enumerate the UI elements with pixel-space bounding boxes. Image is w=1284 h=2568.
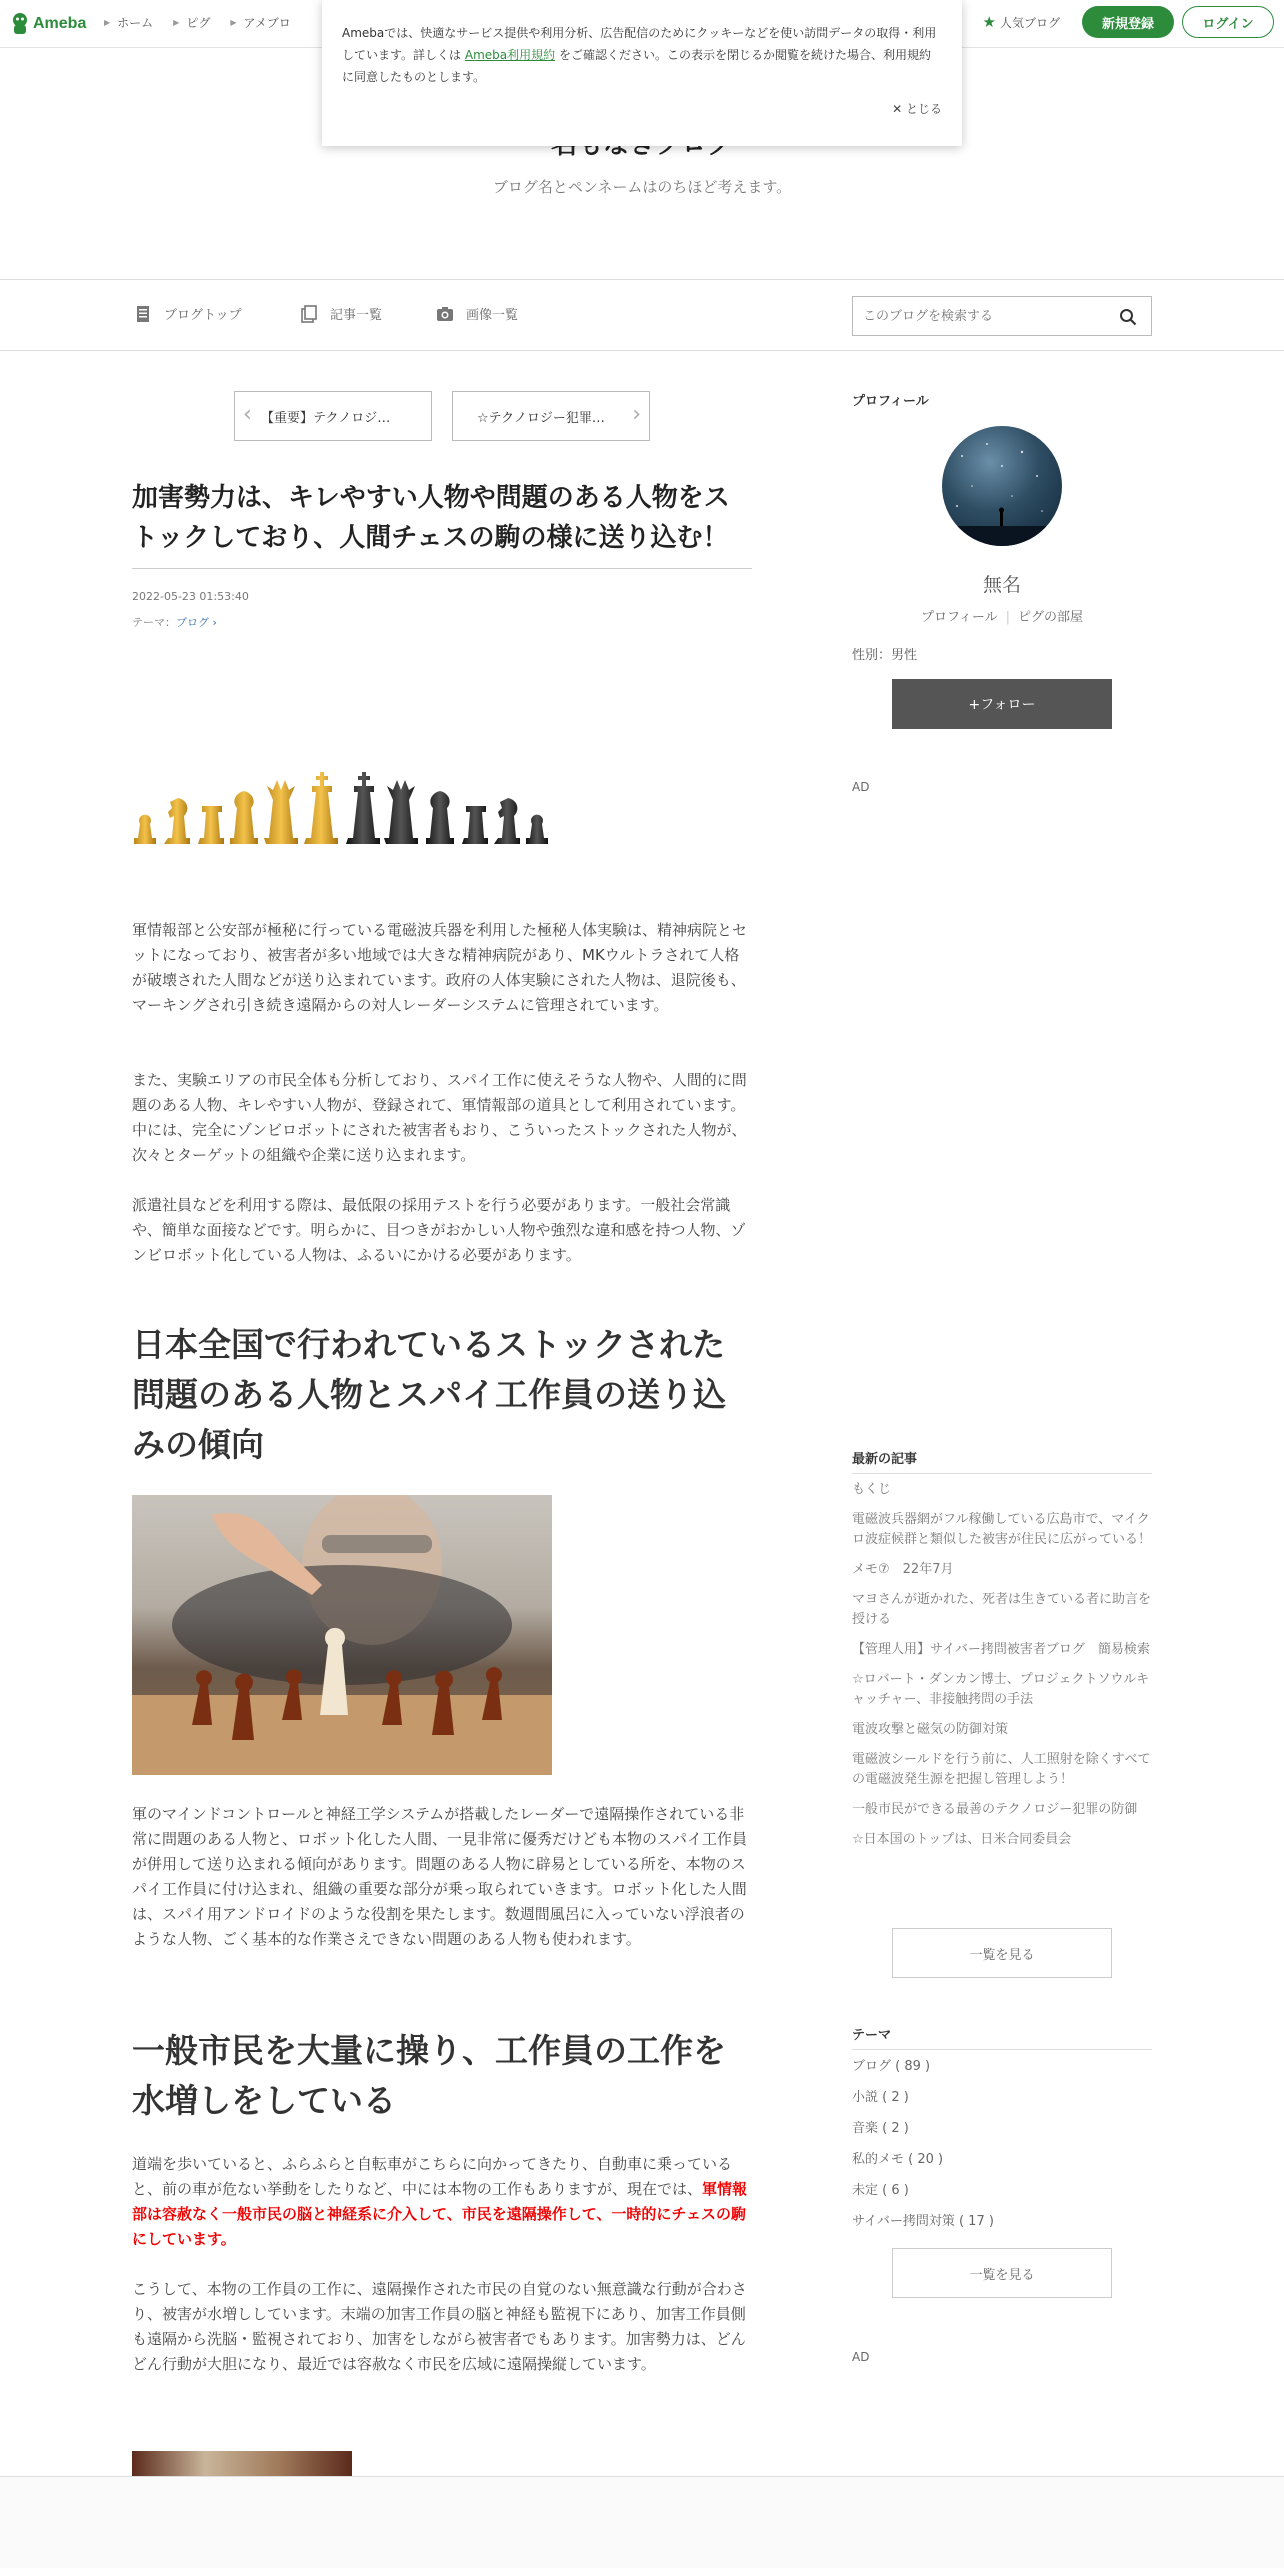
ad-label-1: AD — [852, 780, 870, 794]
recent-article-item[interactable]: マヨさんが逝かれた、死者は生きている者に助言を授ける — [852, 1592, 1152, 1627]
login-button[interactable]: ログイン — [1182, 6, 1274, 38]
theme-item[interactable]: 私的メモ ( 20 ) — [852, 2152, 944, 2167]
blog-search-input[interactable] — [863, 309, 1113, 324]
theme-link-label: ブログ — [176, 616, 209, 629]
title-divider — [132, 568, 752, 569]
recent-article-item[interactable]: メモ⑦ 22年7月 — [852, 1562, 954, 1577]
chess-player-illustration — [132, 1495, 552, 1775]
next-article-label: ☆テクノロジー犯罪… — [477, 410, 605, 426]
chess-pieces-image — [132, 736, 552, 846]
register-button[interactable]: 新規登録 — [1082, 6, 1174, 38]
article-paragraph-1: 軍情報部と公安部が極秘に行っている電磁波兵器を利用した極秘人体実験は、精神病院とセットになっており、被害者が多い地域では大きな精神病院があり、MKウルトラされて人格が破壊された人間などが送り込まれています。政府の人体実験にされた人物は、退院後も、マーキングされ引き続き遠隔からの対人レーダーシステムに管理されています。 — [132, 921, 748, 1014]
section-heading-2: 一般市民を大量に操り、工作員の工作を水増しをしている — [132, 2031, 726, 2120]
prev-article-label: 【重要】テクノロジ… — [261, 410, 391, 426]
next-article-link[interactable] — [452, 391, 650, 441]
recent-more-button[interactable]: 一覧を見る — [892, 1928, 1112, 1978]
blog-top-link[interactable] — [134, 304, 242, 323]
article-list-label: 記事一覧 — [330, 308, 383, 323]
nav-pig-link[interactable] — [173, 14, 210, 31]
ameba-logo[interactable] — [10, 12, 86, 36]
theme-heading: テーマ — [852, 2024, 1152, 2050]
link-separator: | — [1005, 610, 1011, 625]
section-heading-1: 日本全国で行われているストックされた問題のある人物とスパイ工作員の送り込みの傾向 — [132, 1325, 726, 1464]
blog-top-label: ブログトップ — [164, 308, 242, 323]
profile-heading: プロフィール — [852, 394, 929, 409]
prev-article-link[interactable] — [234, 391, 432, 441]
theme-more-button[interactable]: 一覧を見る — [892, 2248, 1112, 2298]
blog-search-box — [852, 296, 1152, 336]
recent-article-item[interactable]: 【管理人用】サイバー拷問被害者ブログ 簡易検索 — [852, 1642, 1150, 1657]
theme-item[interactable]: サイバー拷問対策 ( 17 ) — [852, 2214, 994, 2229]
theme-prefix: テーマ： — [132, 616, 176, 629]
theme-link[interactable]: ブログ › — [176, 616, 217, 629]
popular-blogs-link[interactable] — [983, 13, 1060, 31]
theme-item[interactable]: 音楽 ( 2 ) — [852, 2121, 909, 2136]
recent-articles-list — [852, 1480, 1152, 1860]
recent-articles-heading: 最新の記事 — [852, 1448, 1152, 1474]
article-theme — [132, 614, 217, 630]
recent-article-item[interactable]: ☆日本国のトップは、日米合同委員会 — [852, 1832, 1072, 1847]
profile-links — [852, 606, 1152, 625]
footer — [0, 2477, 1284, 2568]
recent-article-item[interactable]: 電波攻撃と磁気の防御対策 — [852, 1722, 1009, 1737]
recent-article-item[interactable]: 電磁波シールドを行う前に、人工照射を除くすべての電磁波発生源を把握し管理しよう！ — [852, 1752, 1151, 1787]
ameba-mascot-icon — [10, 12, 30, 36]
recent-article-item[interactable]: 一般市民ができる最善のテクノロジー犯罪の防御 — [852, 1802, 1138, 1817]
cookie-close-button[interactable]: ✕ とじる — [892, 102, 942, 116]
article-title[interactable]: 加害勢力は、キレやすい人物や問題のある人物をストックしており、人間チェスの駒の様に送り込む！ — [132, 483, 730, 553]
avatar[interactable] — [942, 426, 1062, 546]
theme-list — [852, 2055, 1152, 2241]
cookie-text — [342, 22, 942, 88]
header-actions — [983, 6, 1274, 38]
follow-button[interactable]: +フォロー — [892, 679, 1112, 729]
article-paragraph-3: 派遣社員などを利用する際は、最低限の採用テストを行う必要があります。一般社会常識や、簡単な面接などです。明らかに、目つきがおかしい人物や強烈な違和感を持つ人物、ゾンビロボット化している人物は、ふるいにかける必要があります。 — [132, 1196, 746, 1264]
copy-icon — [300, 305, 318, 323]
paragraph-5-highlight: 軍情報部は容赦なく一般市民の脳と神経系に介入して、市民を遠隔操作して、一時的にチェスの駒にしています。 — [132, 2180, 748, 2248]
theme-item[interactable]: ブログ ( 89 ) — [852, 2059, 931, 2074]
blog-subtitle: ブログ名とペンネームはのちほど考えます。 — [492, 178, 792, 196]
pig-room-link[interactable]: ピグの部屋 — [1018, 610, 1084, 625]
nav-home-label: ホーム — [117, 16, 154, 30]
arrow-right-icon: ▶ — [104, 18, 111, 27]
article-paragraph-2: また、実験エリアの市民全体も分析しており、スパイ工作に使えそうな人物や、人間的に問題のある人物、キレやすい人物が、登録されて、軍情報部の道具として利用されています。中には、完全にゾンビロボットにされた被害者もおり、こういったストックされた人物が、次々とターゲットの組織や企業に送り込まれます。 — [132, 1071, 747, 1164]
cookie-text-before: Amebaでは、快適なサービス提供や利用分析、広告配信のためにクッキーなどを使い訪問データの取得・利用しています。詳しくは — [342, 26, 937, 62]
article-date: 2022-05-23 01:53:40 — [132, 590, 249, 603]
article-paragraph-5 — [132, 2152, 752, 2252]
star-icon: ★ — [982, 13, 996, 31]
popular-blogs-label: 人気ブログ — [999, 15, 1060, 30]
image-list-link[interactable] — [436, 304, 518, 323]
nav-ameblo-label: アメブロ — [243, 16, 291, 30]
article-list-link[interactable] — [300, 304, 382, 323]
logo-text: Ameba — [33, 15, 87, 32]
camera-icon — [436, 305, 454, 323]
theme-item[interactable]: 未定 ( 6 ) — [852, 2183, 909, 2198]
search-icon[interactable] — [1119, 308, 1137, 326]
global-nav — [104, 14, 311, 31]
theme-item[interactable]: 小説 ( 2 ) — [852, 2090, 909, 2105]
recent-article-item[interactable]: 電磁波兵器網がフル稼働している広島市で、マイクロ波症候群と類似した被害が住民に広がっている！ — [852, 1512, 1152, 1547]
article-paragraph-6: こうして、本物の工作員の工作に、遠隔操作された市民の自覚のない無意識な行動が合わさり、被害が水増ししています。末端の加害工作員の脳と神経も監視下にあり、加害工作員側も遠隔から洗脳・監視されており、加害をしながら被害者でもあります。加害勢力は、どんどん行動が大胆になり、最近では容赦なく市民を広域に遠隔操縦しています。 — [132, 2280, 747, 2373]
chevron-right-icon: › — [632, 402, 641, 427]
starry-sky-image — [942, 426, 1062, 546]
profile-name: 無名 — [982, 574, 1021, 596]
paragraph-5-text: 道端を歩いていると、ふらふらと自転車がこちらに向かってきたり、自動車に乗っていると、前の車が危ない挙動をしたりなど、中には本物の工作もありますが、現在では、 — [132, 2155, 733, 2198]
arrow-right-icon: ▶ — [230, 18, 237, 27]
recent-article-item[interactable]: ☆ロバート・ダンカン博士、プロジェクトソウルキャッチャー、非接触拷問の手法 — [852, 1672, 1150, 1707]
cookie-consent-popup — [322, 0, 962, 146]
recent-article-item[interactable]: もくじ — [852, 1482, 892, 1497]
nav-home-link[interactable] — [104, 14, 153, 31]
chevron-left-icon: ‹ — [243, 402, 252, 427]
profile-gender: 性別：男性 — [852, 648, 918, 663]
profile-link[interactable]: プロフィール — [920, 610, 998, 625]
ad-label-2: AD — [852, 2350, 870, 2364]
arrow-right-icon: ▶ — [173, 18, 180, 27]
chess-player-photo — [132, 1495, 552, 1775]
nav-ameblo-link[interactable] — [230, 14, 290, 31]
document-icon — [134, 305, 152, 323]
terms-link[interactable]: Ameba利用規約 — [464, 48, 556, 62]
nav-pig-label: ピグ — [186, 16, 211, 30]
image-list-label: 画像一覧 — [466, 308, 519, 323]
article-paragraph-4: 軍のマインドコントロールと神経工学システムが搭載したレーダーで遠隔操作されている非常に問題のある人物と、ロボット化した人間、一見非常に優秀だけども本物のスパイ工作員が併用して送り込まれる傾向があります。問題のある人物に辟易としている所を、本物のスパイ工作員に付け込まれ、組織の重要な部分が乗っ取られていきます。ロボット化した人間は、スパイ用アンドロイドのような役割を果たします。数週間風呂に入っていない浮浪者のような人物、ごく基本的な作業さえできない問題のある人物も使われます。 — [132, 1805, 748, 1948]
blog-nav — [0, 279, 1284, 351]
cookie-text-after: をご確認ください。この表示を閉じるか閲覧を続けた場合、利用規約に同意したものとします。 — [342, 48, 931, 84]
